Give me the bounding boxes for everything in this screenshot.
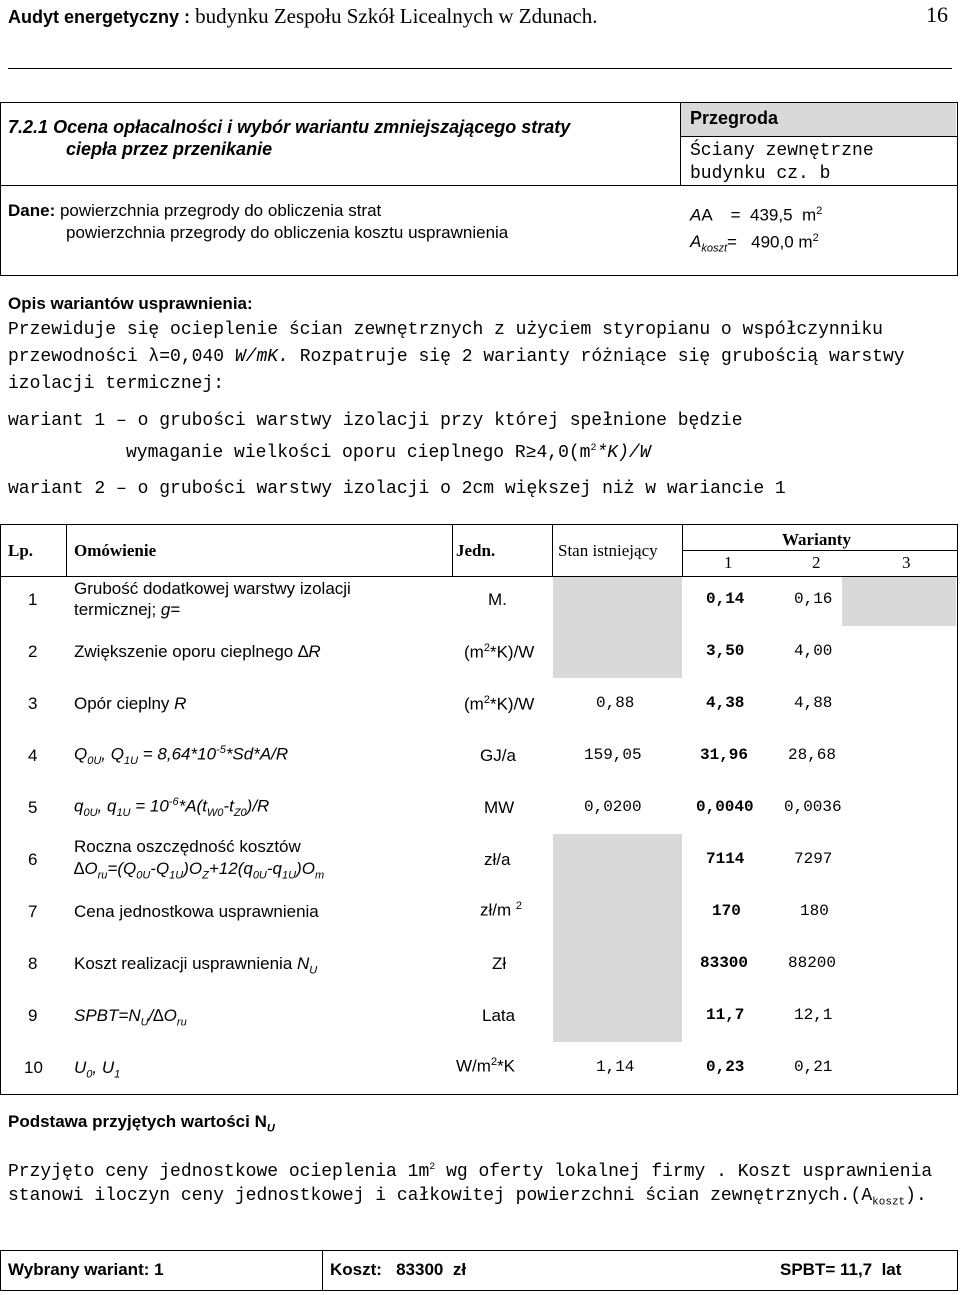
opis-label: Opis wariantów usprawnienia: [8, 294, 253, 313]
row3-lp: 3 [28, 694, 38, 713]
row9-desc: $SPBT=N_U/\Delta O_{ru}$ [74, 1006, 187, 1029]
row9-unit: Lata [482, 1006, 516, 1025]
row8-w2: 88200 [788, 954, 837, 972]
col-stan: Stan istniejący [558, 541, 658, 560]
row3-stan: 0,88 [596, 694, 635, 712]
akoszt-value: = 490,0 m [727, 232, 813, 252]
section-title [8, 116, 668, 160]
col-omowienie: Omówienie [74, 541, 157, 560]
row5-w2: 0,0036 [784, 798, 842, 816]
row3-desc: Opór cieplny R [74, 694, 187, 713]
page-number: 16 [926, 2, 948, 27]
opis-text1: Przewiduje się ocieplenie ścian zewnętrznych z użyciem styropianu o współczynniku przewodności λ=0,040 [8, 320, 883, 367]
section-title-line2: ciepła przez przenikanie [66, 139, 273, 159]
row10-w1: 0,23 [706, 1058, 745, 1076]
row6-w1: 7114 [706, 850, 745, 868]
przegroda-value: Ściany zewnętrzne budynku cz. b [690, 141, 874, 184]
row1-unit: M. [488, 590, 507, 609]
row5-unit: MW [484, 798, 515, 817]
header-building: budynku Zespołu Szkół Licealnych w Zdunach. [195, 4, 598, 28]
row7-unit: zł/m $^2$ [480, 900, 523, 920]
podstawa-title: Podstawa przyjętych wartości $N_U$ [8, 1112, 275, 1135]
a-value: A = 439,5 m [701, 205, 817, 225]
row7-w2: 180 [800, 902, 829, 920]
selected-variant: Wybrany wariant: 1 [8, 1260, 164, 1279]
row8-lp: 8 [28, 954, 38, 973]
area-values: AA = 439,5 $m^2$ $A_{koszt}= 490,0$ $m^2$ [690, 205, 823, 255]
row4-stan: 159,05 [584, 746, 642, 764]
opis-block: Opis wariantów usprawnienia: Przewiduje się ocieplenie ścian zewnętrznych z użyciem styropianu o współczynniku przewodności λ=0,040 W/mK. Rozpatruje się 2 warianty różniące się grubością warstwy izolacji termicznej: wariant 1 – o grubości warstwy izolacji przy której spełnione będzie wymaganie wielkości oporu cieplnego $R\ge 4,0(m^2*K)/W$ wariant 2 – o grubości warstwy izolacji o 2cm większej niż w wariancie 1 [8, 290, 948, 503]
col-lp: Lp. [8, 541, 34, 560]
dane-line2: powierzchnia przegrody do obliczenia kosztu usprawnienia [66, 223, 509, 242]
row9-w1: 11,7 [706, 1006, 745, 1024]
row2-desc: Zwiększenie oporu cieplnego ∆R [74, 642, 321, 661]
row6-desc: Roczna oszczędność kosztów $\Delta O_{ru}=(Q_{0U}-Q_{1U})O_Z+12(q_{0U}-q_{1U})O_m$ [74, 837, 325, 882]
section-number: 7.2.1 [8, 117, 49, 137]
row10-unit: $W/m^2*K$ [456, 1056, 516, 1076]
row4-lp: 4 [28, 746, 38, 765]
row10-w2: 0,21 [794, 1058, 833, 1076]
row4-w2: 28,68 [788, 746, 837, 764]
row2-w2: 4,00 [794, 642, 833, 660]
row1-lp: 1 [28, 590, 38, 609]
row1-w2: 0,16 [794, 590, 833, 608]
selected-cost: Koszt: 83300 zł [330, 1260, 467, 1279]
row6-unit: zł/a [484, 850, 511, 869]
row3-w1: 4,38 [706, 694, 745, 712]
row8-desc: Koszt realizacji usprawnienia $N_U$ [74, 954, 318, 977]
row10-desc: $U_0$, $U_1$ [74, 1058, 121, 1081]
row4-w1: 31,96 [700, 746, 749, 764]
row8-w1: 83300 [700, 954, 749, 972]
row7-desc: Cena jednostkowa usprawnienia [74, 902, 319, 921]
row2-unit: $(m^2*K)/W$ [464, 642, 535, 662]
row3-w2: 4,88 [794, 694, 833, 712]
dane-label: Dane: [8, 201, 56, 220]
przegroda-label: Przegroda [690, 108, 779, 128]
selected-spbt: SPBT= 11,7 lat [780, 1260, 902, 1279]
podstawa-text: Przyjęto ceny jednostkowe ocieplenia $1m^2$ wg oferty lokalnej firmy . Koszt usprawnienia stanowi iloczyn ceny jednostkowej i całkowitej powierzchni ścian $zewnętrznych.(A_{koszt})$. [8, 1162, 933, 1209]
row4-unit: GJ/a [480, 746, 516, 765]
document-header [8, 4, 597, 29]
row7-lp: 7 [28, 902, 38, 921]
row5-lp: 5 [28, 798, 38, 817]
opis-text2: Rozpatruje się 2 warianty różniące się grubością warstwy izolacji termicznej: [8, 347, 905, 394]
row4-desc: $Q_{0U}$, $Q_{1U} = 8,64*10^{-5}*Sd*A/R$ [74, 744, 289, 768]
row6-w2: 7297 [794, 850, 833, 868]
row2-lp: 2 [28, 642, 38, 661]
row6-lp: 6 [28, 850, 38, 869]
row10-lp: 10 [24, 1058, 43, 1077]
wariant1-req: wymaganie wielkości oporu cieplnego R≥4,0(m [126, 443, 591, 463]
row2-w1: 3,50 [706, 642, 745, 660]
row9-lp: 9 [28, 1006, 38, 1025]
col-jedn: Jedn. [456, 541, 496, 560]
col-w2: 2 [812, 553, 821, 572]
dane-block [8, 200, 508, 244]
section-title-line1: Ocena opłacalności i wybór wariantu zmniejszającego straty [53, 117, 571, 137]
row1-w1: 0,14 [706, 590, 745, 608]
dane-line1: powierzchnia przegrody do obliczenia strat [59, 201, 382, 220]
header-rule [8, 68, 952, 69]
wariant2-text: wariant 2 – o grubości warstwy izolacji o 2cm większej niż w wariancie 1 [8, 479, 786, 499]
row5-desc: $q_{0U}$, $q_{1U} = 10^{-6}*A(t_{W0}-t_{Z0})/R$ [74, 796, 270, 820]
row3-unit: $(m^2*K)/W$ [464, 694, 535, 714]
row7-w1: 170 [712, 902, 741, 920]
wariant1-text: wariant 1 – o grubości warstwy izolacji przy której spełnione będzie [8, 411, 743, 431]
row5-stan: 0,0200 [584, 798, 642, 816]
row9-w2: 12,1 [794, 1006, 833, 1024]
col-warianty: Warianty [782, 530, 851, 549]
row1-desc: Grubość dodatkowej warstwy izolacji termicznej; g= [74, 579, 351, 619]
row10-stan: 1,14 [596, 1058, 635, 1076]
row8-unit: Zł [492, 954, 507, 973]
header-prefix: Audyt energetyczny : [8, 7, 191, 27]
col-w1: 1 [724, 553, 733, 572]
col-w3: 3 [902, 553, 911, 572]
row5-w1: 0,0040 [696, 798, 754, 816]
